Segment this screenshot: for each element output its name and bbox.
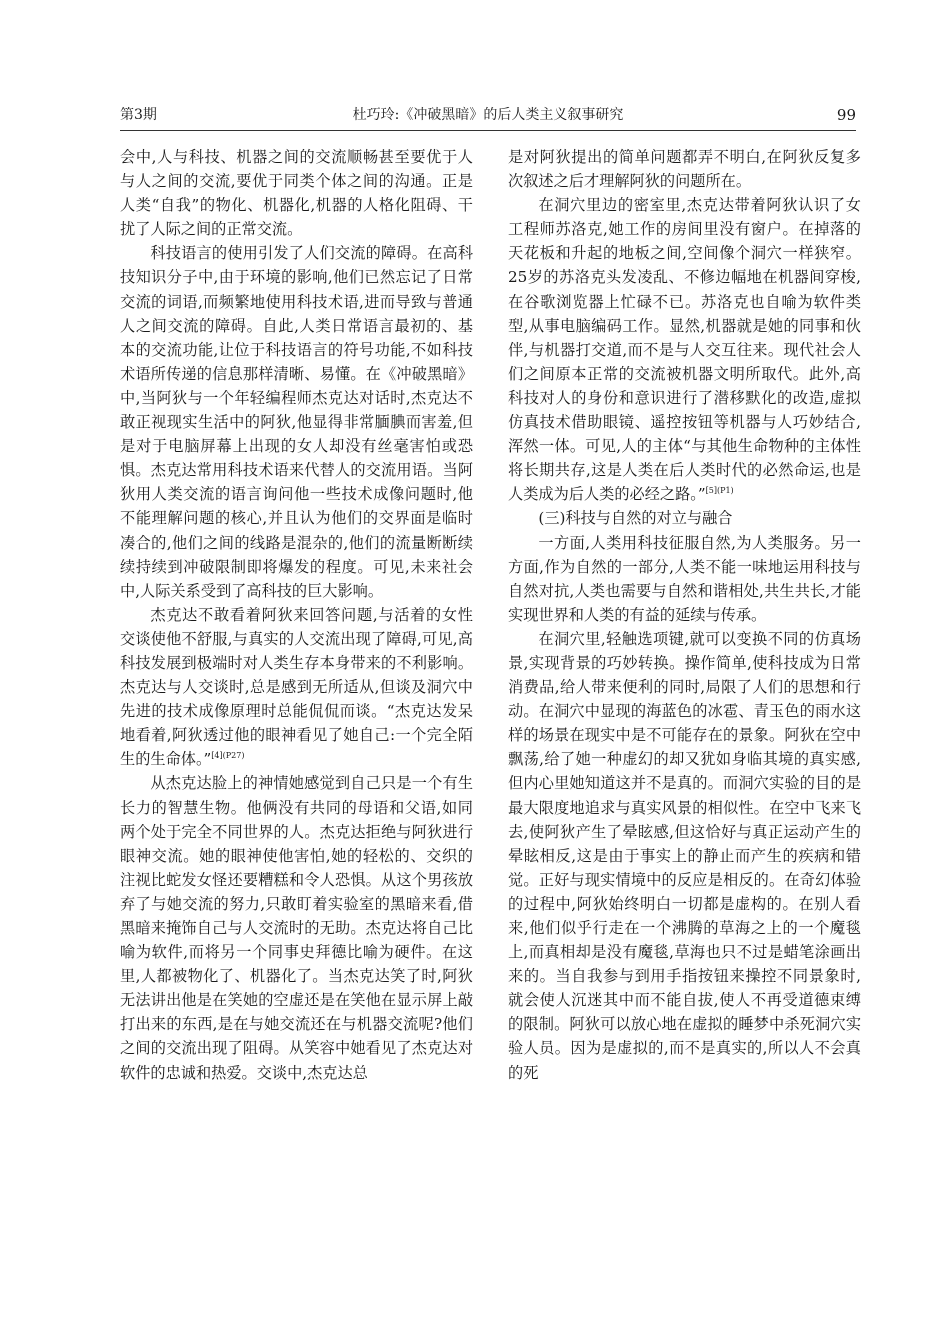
- paragraph: 一方面,人类用科技征服自然,为人类服务。另一方面,作为自然的一部分,人类不能一味地运用科技与自然对抗,人类也需要与自然和谐相处,共生共长,才能实现世界和人类的有益的延续与传承。: [508, 533, 861, 624]
- page-number: 99: [836, 106, 856, 124]
- citation: [4](P27): [211, 751, 245, 761]
- paragraph: 是对阿狄提出的简单问题都弄不明白,在阿狄反复多次叙述之后才理解阿狄的问题所在。: [508, 148, 861, 191]
- paragraph: [508, 193, 861, 506]
- section-subheading: (三)科技与自然的对立与融合: [538, 509, 733, 528]
- citation: [5](P1): [705, 486, 734, 496]
- running-title: 杜巧玲:《冲破黑暗》的后人类主义叙事研究: [352, 107, 624, 123]
- left-column: [120, 145, 473, 1085]
- paragraph: 科技语言的使用引发了人们交流的障碍。在高科技知识分子中,由于环境的影响,他们已然忘记了日常交流的词语,而频繁地使用科技术语,进而导致与普通人之间交流的障碍。自此,人类日常语言最初的、基本的交流功能,让位于科技语言的符号功能,不如科技术语所传递的信息那样清晰、易懂。在《冲破黑暗》中,当阿狄与一个年轻编程师杰克达对话时,杰克达不敢正视现实生活中的阿狄,他显得非常腼腆而害羞,但是对于电脑屏幕上出现的女人却没有丝毫害怕或恐惧。杰克达常用科技术语来代替人的交流用语。当阿狄用人类交流的语言询问他一些技术成像问题时,他不能理解问题的核心,并且认为他们的交界面是临时凑合的,他们之间的线路是混杂的,他们的流量断断续续持续到冲破限制即将爆发的程度。可见,未来社会中,人际关系受到了高科技的巨大影响。: [120, 244, 473, 600]
- paragraph: 会中,人与科技、机器之间的交流顺畅甚至要优于人与人之间的交流,要优于同类个体之间的沟通。正是人类“自我”的物化、机器化,机器的人格化阻碍、干扰了人际之间的正常交流。: [120, 148, 473, 239]
- paragraph-text: 在洞穴里边的密室里,杰克达带着阿狄认识了女工程师苏洛克,她工作的房间里没有窗户。在掉落的天花板和升起的地板之间,空间像个洞穴一样狭窄。25岁的苏洛克头发凌乱、不修边幅地在机器间穿梭,在谷歌浏览器上忙碌不已。苏洛克也自喻为软件类型,从事电脑编码工作。显然,机器就是她的同事和伙伴,与机器打交道,而不是与人交互往来。现代社会人们之间原本正常的交流被机器文明所取代。此外,高科技对人的身份和意识进行了潜移默化的改造,虚拟仿真技术借助眼镜、遥控按钮等机器与人巧妙结合,浑然一体。可见,人的主体“与其他生命物种的主体性将长期共存,这是人类在后人类时代的必然命运,也是人类成为后人类的必经之路。”: [508, 196, 861, 504]
- issue-number: 第3期: [120, 107, 157, 123]
- paragraph: [120, 603, 473, 772]
- paragraph: 在洞穴里,轻触选项键,就可以变换不同的仿真场景,实现背景的巧妙转换。操作简单,使科技成为日常消费品,给人带来便利的同时,局限了人们的思想和行动。在洞穴中显现的海蓝色的冰雹、青玉色的雨水这样的场景在现实中是不可能存在的景象。阿狄在空中飘荡,给了她一种虚幻的却又犹如身临其境的真实感,但内心里她知道这并不是真的。而洞穴实验的目的是最大限度地追求与真实风景的相似性。在空中飞来飞去,使阿狄产生了晕眩感,但这恰好与真正运动产生的晕眩相反,这是由于事实上的静止而产生的疾病和错觉。正好与现实情境中的反应是相反的。在奇幻体验的过程中,阿狄始终明白一切都是虚构的。在别人看来,他们似乎行走在一个沸腾的草海之上的一个魔毯上,而真相却是没有魔毯,草海也只不过是蜡笔涂画出来的。当自我参与到用手指按钮来操控不同景象时,就会使人沉迷其中而不能自拔,使人不再受道德束缚的限制。阿狄可以放心地在虚拟的睡梦中杀死洞穴实验人员。因为是虚拟的,而不是真实的,所以人不会真的死: [508, 629, 861, 1082]
- header-rule: [120, 130, 856, 131]
- paragraph: 从杰克达脸上的神情她感觉到自己只是一个有生长力的智慧生物。他俩没有共同的母语和父语,如同两个处于完全不同世界的人。杰克达拒绝与阿狄进行眼神交流。她的眼神使他害怕,她的轻松的、交织的注视比蛇发女怪还要糟糕和令人恐惧。从这个男孩放弃了与她交流的努力,只敢盯着实验室的黑暗来看,借黑暗来掩饰自己与人交流时的无助。杰克达将自己比喻为软件,而将另一个同事史拜德比喻为硬件。在这里,人都被物化了、机器化了。当杰克达笑了时,阿狄无法讲出他是在笑她的空虚还是在笑他在显示屏上敲打出来的东西,是在与她交流还在与机器交流呢?他们之间的交流出现了阻碍。从笑容中她看见了杰克达对软件的忠诚和热爱。交谈中,杰克达总: [120, 774, 473, 1082]
- right-column: [508, 145, 861, 1085]
- paragraph-text: 杰克达不敢看着阿狄来回答问题,与活着的女性交谈使他不舒服,与真实的人交流出现了障碍,可见,高科技发展到极端时对人类生存本身带来的不利影响。杰克达与人交谈时,总是感到无所适从,但谈及洞穴中先进的技术成像原理时总能侃侃而谈。“杰克达发呆地看着,阿狄透过他的眼神看见了她自己:一个完全陌生的生命体。”: [120, 605, 473, 769]
- page-header: [120, 103, 856, 127]
